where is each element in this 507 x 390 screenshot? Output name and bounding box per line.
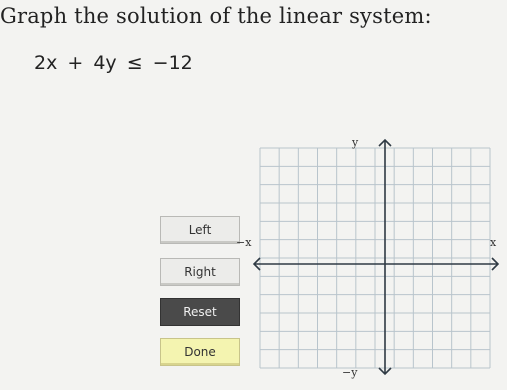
left-button[interactable]: Left xyxy=(160,216,240,244)
done-button[interactable]: Done xyxy=(160,338,240,366)
problem-prompt: Graph the solution of the linear system: xyxy=(0,4,432,28)
neg-x-axis-label: −x xyxy=(236,236,252,249)
neg-y-axis-label: −y xyxy=(342,366,358,379)
inequality-expression: 2x + 4y ≤ −12 xyxy=(34,52,193,74)
axes xyxy=(254,140,498,374)
y-axis-label: y xyxy=(352,136,359,149)
x-axis-label: x xyxy=(490,236,497,249)
grid-lines xyxy=(260,148,490,368)
right-button[interactable]: Right xyxy=(160,258,240,286)
reset-button[interactable]: Reset xyxy=(160,298,240,326)
coordinate-plane[interactable] xyxy=(232,126,507,388)
